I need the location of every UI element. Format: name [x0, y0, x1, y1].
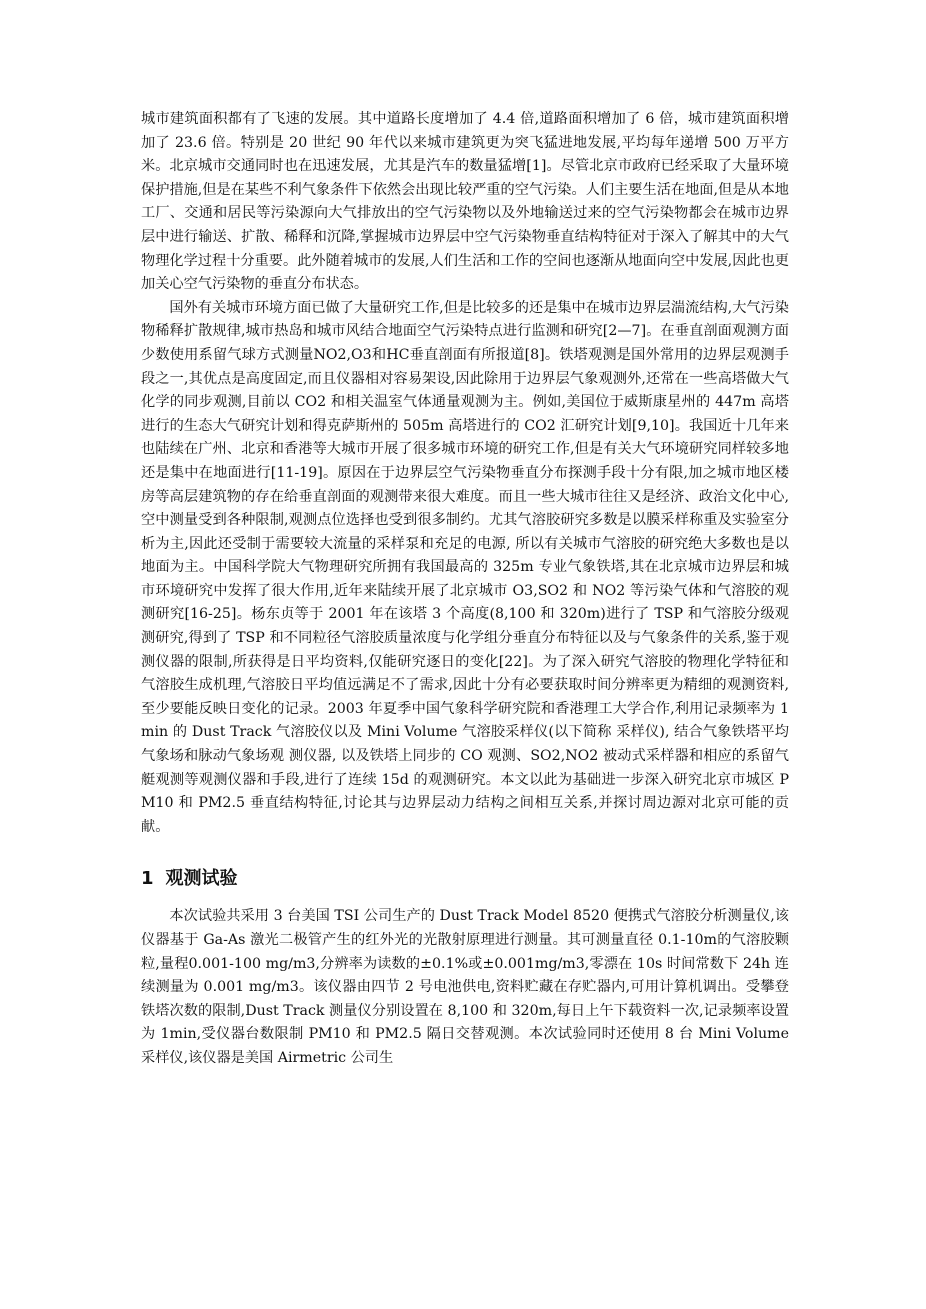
page-body — [141, 108, 789, 1071]
section-heading — [141, 866, 789, 892]
section-title: 观测试验 — [165, 868, 238, 890]
intro-paragraph-research-review: 国外有关城市环境方面已做了大量研究工作,但是比较多的还是集中在城市边界层湍流结构,大气污染物稀释扩散规律,城市热岛和城市风结合地面空气污染特点进行监测和研究[2—7]。在垂直剖面观测方面少数使用系留气球方式测量NO2,O3和HC垂直剖面有所报道[8]。铁塔观测是国外常用的边界层观测手段之一,其优点是高度固定,而且仪器相对容易架设,因此除用于边界层气象观测外,还常在一些高塔做大气化学的同步观测,目前以 CO2 和相关温室气体通量观测为主。例如,美国位于威斯康星州的 447m 高塔进行的生态大气研究计划和得克萨斯州的 505m 高塔进行的 CO2 汇研究计划[9,10]。我国近十几年来也陆续在广州、北京和香港等大城市开展了很多城市环境的研究工作,但是有关大气环境研究同样较多地还是集中在地面进行[11-19]。原因在于边界层空气污染物垂直分布探测手段十分有限,加之城市地区楼房等高层建筑物的存在给垂直剖面的观测带来很大难度。而且一些大城市往往又是经济、政治文化中心,空中测量受到各种限制,观测点位选择也受到很多制约。尤其气溶胶研究多数是以膜采样称重及实验室分析为主,因此还受制于需要较大流量的采样泵和充足的电源, 所以有关城市气溶胶的研究绝大多数也是以地面为主。中国科学院大气物理研究所拥有我国最高的 325m 专业气象铁塔,其在北京城市边界层和城市环境研究中发挥了很大作用,近年来陆续开展了北京城市 O3,SO2 和 NO2 等污染气体和气溶胶的观测研究[16-25]。杨东贞等于 2001 年在该塔 3 个高度(8,100 和 320m)进行了 TSP 和气溶胶分级观测研究,得到了 TSP 和不同粒径气溶胶质量浓度与化学组分垂直分布特征以及与气象条件的关系,鉴于观测仪器的限制,所获得是日平均资料,仅能研究逐日的变化[22]。为了深入研究气溶胶的物理化学特征和气溶胶生成机理,气溶胶日平均值远满足不了需求,因此十分有必要获取时间分辨率更为精细的观测资料,至少要能反映日变化的记录。2003 年夏季中国气象科学研究院和香港理工大学合作,利用记录频率为 1min 的 Dust Track 气溶胶仪以及 Mini Volume 气溶胶采样仪(以下简称 采样仪), 结合气象铁塔平均气象场和脉动气象场观 测仪器, 以及铁塔上同步的 CO 观测、SO2,NO2 被动式采样器和相应的系留气艇观测等观测仪器和手段,进行了连续 15d 的观测研究。本文以此为基础进一步深入研究北京市城区 PM10 和 PM2.5 垂直结构特征,讨论其与边界层动力结构之间相互关系,并探讨周边源对北京可能的贡献。 — [141, 299, 789, 835]
section-paragraph: 本次试验共采用 3 台美国 TSI 公司生产的 Dust Track Model 8520 便携式气溶胶分析测量仪,该仪器基于 Ga-As 激光二极管产生的红外光的光散射原理进行测量。其可测量直径 0.1-10m的气溶胶颗粒,量程0.001-100 mg/m3,分辨率为读数的±0.1%或±0.001mg/m3,零漂在 10s 时间常数下 24h 连续测量为 0.001 mg/m3。该仪器由四节 2 号电池供电,资料贮藏在存贮器内,可用计算机调出。受攀登铁塔次数的限制,Dust Track 测量仪分别设置在 8,100 和 320m,每日上午下载资料一次,记录频率设置为 1min,受仪器台数限制 PM10 和 PM2.5 隔日交替观测。本次试验同时还使用 8 台 Mini Volume 采样仪,该仪器是美国 Airmetric 公司生 — [141, 908, 789, 1066]
intro-paragraph-continued: 城市建筑面积都有了飞速的发展。其中道路长度增加了 4.4 倍,道路面积增加了 6 倍，城市建筑面积增加了 23.6 倍。特别是 20 世纪 90 年代以来城市建筑更为突飞猛进地发展,平均每年递增 500 万平方米。北京城市交通同时也在迅速发展，尤其是汽车的数量猛增[1]。尽管北京市政府已经采取了大量环境保护措施,但是在某些不利气象条件下依然会出现比较严重的空气污染。人们主要生活在地面,但是从本地工厂、交通和居民等污染源向大气排放出的空气污染物以及外地输送过来的空气污染物都会在城市边界层中进行输送、扩散、稀释和沉降,掌握城市边界层中空气污染物垂直结构特征对于深入了解其中的大气物理化学过程十分重要。此外随着城市的发展,人们生活和工作的空间也逐渐从地面向空中发展,因此也更加关心空气污染物的垂直分布状态。 — [141, 111, 789, 293]
section-number: 1 — [141, 868, 154, 890]
